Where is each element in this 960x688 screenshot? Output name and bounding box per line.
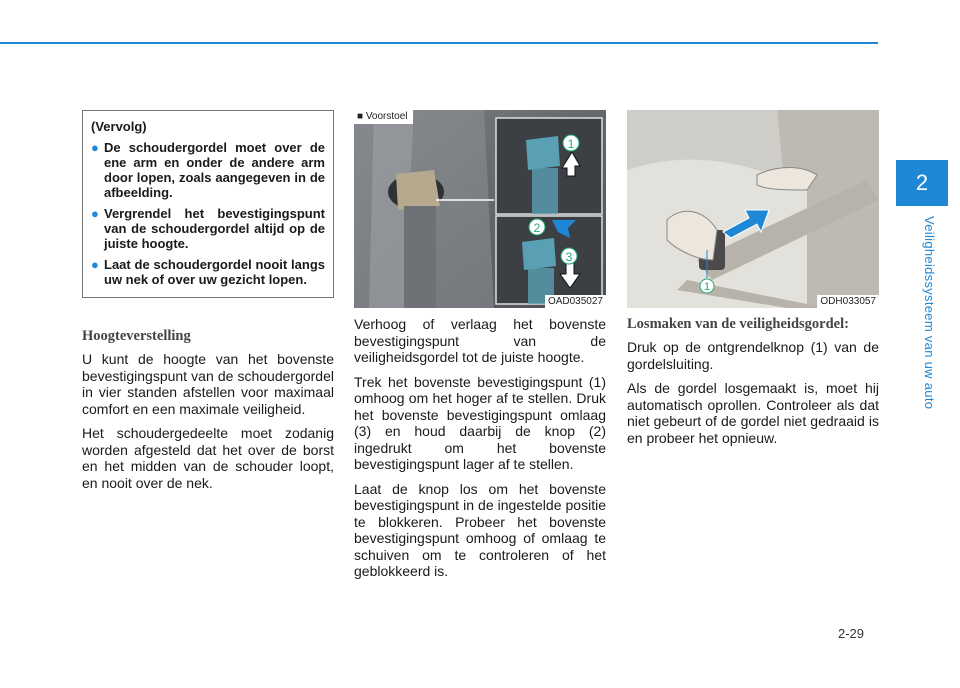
bullet-icon: ●	[91, 206, 99, 221]
warning-list	[91, 140, 325, 287]
figure-code: OAD035027	[545, 295, 606, 308]
bullet-icon: ●	[91, 257, 99, 272]
paragraph: Trek het bovenste bevestigingspunt (1) omhoog om het hoger af te stellen. Druk het bovenste bevestigingspunt omlaag (3) en houd daarbij de knop (2) ingedrukt om het bovenste bevestigingspunt lager af te stellen.	[354, 373, 606, 472]
figure-caption: ■ Voorstoel	[354, 110, 413, 124]
chapter-tab	[896, 160, 948, 206]
warning-box	[82, 110, 334, 298]
callout-3: 3	[565, 250, 573, 264]
warning-item: ● Laat de schoudergordel nooit langs uw nek of over uw gezicht lopen.	[91, 257, 325, 287]
callout-2: 2	[533, 221, 541, 235]
column-left	[82, 110, 334, 499]
warning-item: ● De schoudergordel moet over de ene arm en onder de andere arm door lopen, zoals aangegeven in de afbeelding.	[91, 140, 325, 200]
paragraph: Druk op de ontgrendelknop (1) van de gordelsluiting.	[627, 339, 879, 372]
paragraph: Als de gordel losgemaakt is, moet hij automatisch oprollen. Controleer als dat niet gebeurt of de gordel niet gedraaid is en probeer het opnieuw.	[627, 380, 879, 446]
page-number: 2-29	[838, 626, 865, 641]
belt-anchor-illustration	[354, 110, 606, 308]
paragraph: Verhoog of verlaag het bovenste bevestigingspunt van de veiligheidsgordel tot de juiste hoogte.	[354, 316, 606, 365]
paragraph: U kunt de hoogte van het bovenste bevestigingspunt van de schoudergordel in vier standen afstellen voor maximaal comfort en een maximale veiligheid.	[82, 351, 334, 417]
paragraph: Het schoudergedeelte moet zodanig worden afgesteld dat het over de borst en het midden van de schouder loopt, en nooit over de nek.	[82, 425, 334, 491]
column-middle	[354, 110, 606, 588]
chapter-title: Veiligheidssysteem van uw auto	[922, 216, 937, 410]
chapter-number: 2	[915, 170, 929, 195]
bullet-icon: ●	[91, 140, 99, 155]
section-heading: Losmaken van de veiligheidsgordel:	[627, 316, 849, 332]
figure-belt-release	[627, 110, 879, 308]
paragraph: Laat de knop los om het bovenste bevestigingspunt in de ingestelde positie te blokkeren. Probeer het bovenste bevestigingspunt omhoog of omlaag te schuiven om te controleren of het geblokkeerd is.	[354, 480, 606, 579]
column-right	[627, 110, 879, 454]
callout-1: 1	[703, 281, 711, 293]
figure-belt-anchor	[354, 110, 606, 308]
callout-1: 1	[567, 137, 575, 151]
figure-code: ODH033057	[817, 295, 879, 308]
header-rule	[0, 42, 878, 44]
warning-item: ● Vergrendel het bevestigingspunt van de schoudergordel altijd op de juiste hoogte.	[91, 206, 325, 251]
belt-release-illustration	[627, 110, 879, 308]
section-heading: Hoogteverstelling	[82, 328, 191, 344]
warning-head: (Vervolg)	[91, 119, 147, 134]
